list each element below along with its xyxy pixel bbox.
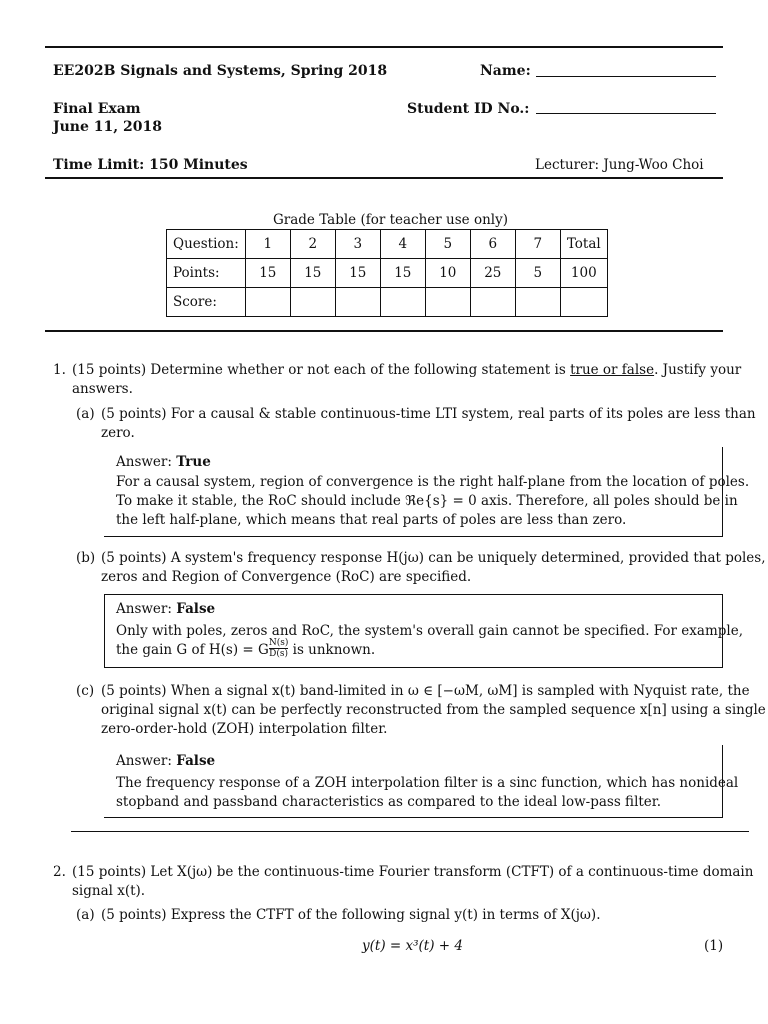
fraction	[269, 638, 289, 659]
q1b-text-cont: zeros and Region of Convergence (RoC) are specified.	[101, 569, 472, 585]
header-bottom-rule	[45, 177, 723, 179]
question-cell: 7	[515, 230, 560, 259]
q1b-label: (b)	[76, 550, 96, 566]
points-cell: 10	[425, 259, 470, 288]
score-cell[interactable]	[380, 288, 425, 317]
q1-intro	[72, 361, 741, 380]
time-limit: Time Limit: 150 Minutes	[53, 157, 248, 173]
q1b-text: (5 points) A system's frequency response H(jω) can be uniquely determined, provided that poles,	[101, 550, 766, 566]
q1b-answer	[116, 600, 215, 619]
answer-label: Answer:	[116, 601, 172, 617]
q1c-explanation-1: The frequency response of a ZOH interpolation filter is a sinc function, which has nonideal	[116, 775, 739, 791]
course-title: EE202B Signals and Systems, Spring 2018	[53, 63, 388, 79]
student-id-label: Student ID No.:	[407, 101, 530, 117]
q1b-explanation-2b: is unknown.	[288, 642, 376, 658]
answer-label: Answer:	[116, 454, 172, 470]
points-cell: 15	[245, 259, 290, 288]
score-cell[interactable]	[425, 288, 470, 317]
row-label: Points:	[167, 259, 246, 288]
q1c-label: (c)	[76, 683, 95, 699]
row-label: Score:	[167, 288, 246, 317]
q1-bottom-rule	[71, 831, 749, 832]
table-row	[167, 230, 608, 259]
q1a-explanation-3: the left half-plane, which means that real parts of poles are less than zero.	[116, 512, 627, 528]
answer-value: True	[176, 454, 211, 470]
answer-value: False	[176, 753, 216, 769]
answer-value: False	[176, 601, 216, 617]
grade-table	[166, 229, 608, 317]
q1c-answer	[116, 752, 215, 771]
points-cell: 15	[335, 259, 380, 288]
row-label: Question:	[167, 230, 246, 259]
score-cell[interactable]	[470, 288, 515, 317]
name-field[interactable]	[536, 76, 716, 77]
q1a-explanation-2: To make it stable, the RoC should include ℜe{s} = 0 axis. Therefore, all poles should be in	[116, 493, 738, 509]
question-cell: 1	[245, 230, 290, 259]
question-cell: 3	[335, 230, 380, 259]
q1-intro-underlined: true or false	[570, 362, 655, 378]
score-cell[interactable]	[515, 288, 560, 317]
question-cell: 4	[380, 230, 425, 259]
points-cell: 5	[515, 259, 560, 288]
question-cell: 6	[470, 230, 515, 259]
q2a-text: (5 points) Express the CTFT of the following signal y(t) in terms of X(jω).	[101, 907, 601, 923]
student-id-field[interactable]	[536, 113, 716, 114]
points-cell: 15	[290, 259, 335, 288]
fraction-numerator: N(s)	[268, 638, 289, 648]
question-cell: 5	[425, 230, 470, 259]
equation: y(t) = x³(t) + 4	[362, 938, 463, 954]
q1a-label: (a)	[76, 406, 95, 422]
q1b-explanation-2	[116, 638, 376, 660]
table-row	[167, 288, 608, 317]
points-cell: 100	[560, 259, 607, 288]
table-row	[167, 259, 608, 288]
q1c-explanation-2: stopband and passband characteristics as compared to the ideal low-pass filter.	[116, 794, 662, 810]
q1b-explanation-2a: the gain G of H(s) = G	[116, 642, 269, 658]
q2-text-2: signal x(t).	[72, 883, 146, 899]
points-cell: 15	[380, 259, 425, 288]
q2a-label: (a)	[76, 907, 95, 923]
exam-date: June 11, 2018	[53, 119, 162, 135]
q1c-text-3: zero-order-hold (ZOH) interpolation filter.	[101, 721, 388, 737]
question-cell: Total	[560, 230, 607, 259]
q1a-text-cont: zero.	[101, 425, 135, 441]
q1-intro-cont: answers.	[72, 381, 133, 397]
q1-intro-text: (15 points) Determine whether or not each of the following statement is	[72, 362, 571, 378]
name-label: Name:	[480, 63, 531, 79]
top-rule	[45, 46, 723, 48]
score-cell[interactable]	[290, 288, 335, 317]
score-cell[interactable]	[335, 288, 380, 317]
equation-number: (1)	[704, 938, 724, 954]
q1b-explanation-1: Only with poles, zeros and RoC, the system's overall gain cannot be specified. For example,	[116, 623, 743, 639]
score-cell[interactable]	[245, 288, 290, 317]
q1c-text-1: (5 points) When a signal x(t) band-limited in ω ∈ [−ωM, ωM] is sampled with Nyquist rate, the	[101, 683, 750, 699]
fraction-denominator: D(s)	[269, 649, 288, 659]
q2-number: 2.	[53, 864, 66, 880]
q2-text-1: (15 points) Let X(jω) be the continuous-time Fourier transform (CTFT) of a continuous-time domain	[72, 864, 754, 880]
table-bottom-rule	[45, 330, 723, 332]
lecturer: Lecturer: Jung-Woo Choi	[535, 157, 704, 173]
points-cell: 25	[470, 259, 515, 288]
q1a-text: (5 points) For a causal & stable continuous-time LTI system, real parts of its poles are less than	[101, 406, 756, 422]
exam-title: Final Exam	[53, 101, 141, 117]
q1a-explanation-1: For a causal system, region of convergence is the right half-plane from the location of poles.	[116, 474, 750, 490]
grade-table-caption: Grade Table (for teacher use only)	[273, 212, 508, 228]
score-cell[interactable]	[560, 288, 607, 317]
q1a-answer	[116, 453, 211, 472]
q1-number: 1.	[53, 362, 66, 378]
q1c-text-2: original signal x(t) can be perfectly reconstructed from the sampled sequence x[n] using a single	[101, 702, 766, 718]
answer-label: Answer:	[116, 753, 172, 769]
question-cell: 2	[290, 230, 335, 259]
q1-intro-text-end: . Justify your	[654, 362, 742, 378]
